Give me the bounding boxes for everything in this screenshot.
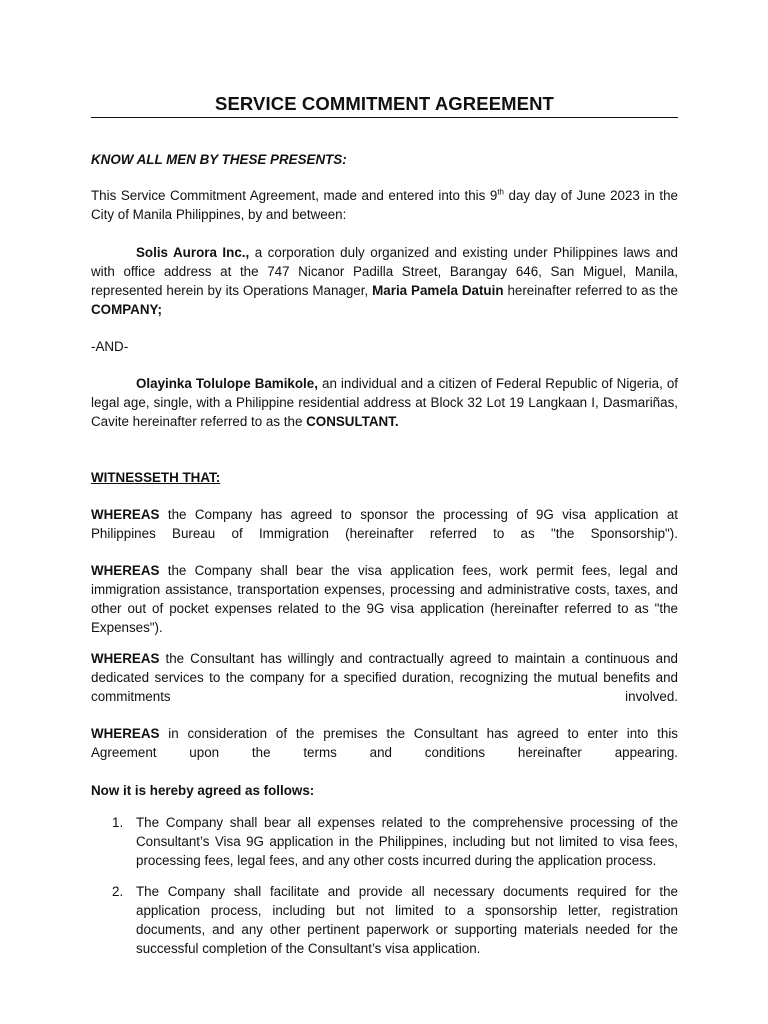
whereas-text: the Company has agreed to sponsor the processing of 9G visa application at Philippines Bureau of Immigration (hereinafter referred to as "the Sponsorship").: [91, 507, 678, 541]
consultant-paragraph: [91, 374, 678, 431]
whereas-clause: [91, 649, 678, 706]
list-item-number: 2.: [112, 884, 124, 899]
company-name: Solis Aurora Inc.,: [136, 245, 250, 260]
and-separator: -AND-: [91, 339, 129, 354]
company-label: COMPANY;: [91, 302, 162, 317]
whereas-text: the Consultant has willingly and contractually agreed to maintain a continuous and dedicated services to the company for a specified duration, recognizing the mutual benefits and commitments involved.: [91, 651, 678, 704]
list-item-text: The Company shall facilitate and provide all necessary documents required for the application process, including but not limited to a sponsorship letter, registration documents, and any other pertinent paperwork or supporting materials needed for the successful completion of the Consultant’s visa application.: [136, 884, 678, 956]
consultant-label: CONSULTANT.: [306, 414, 399, 429]
list-item-number: 1.: [112, 815, 124, 830]
know-all-heading: KNOW ALL MEN BY THESE PRESENTS:: [91, 152, 347, 167]
whereas-clause: [91, 505, 678, 543]
company-paragraph: [91, 243, 678, 319]
title-underline: [91, 117, 678, 118]
whereas-text: in consideration of the premises the Consultant has agreed to enter into this Agreement upon the terms and conditions hereinafter appearing.: [91, 726, 678, 760]
whereas-keyword: WHEREAS: [91, 726, 160, 741]
document-title: SERVICE COMMITMENT AGREEMENT: [215, 93, 554, 114]
list-item-text: The Company shall bear all expenses related to the comprehensive processing of the Consultant’s Visa 9G application in the Philippines, including but not limited to visa fees, processing fees, legal fees, and any other costs incurred during the application process.: [136, 815, 678, 868]
whereas-keyword: WHEREAS: [91, 651, 160, 666]
company-description: a corporation duly organized and existing under Philippines laws and with office address at the 747 Nicanor Padilla Street, Barangay 646, San Miguel, Manila, represented herein by its Operations Manager,: [91, 245, 679, 298]
agreed-heading: Now it is hereby agreed as follows:: [91, 783, 315, 798]
intro-superscript: th: [497, 187, 504, 197]
whereas-clause: [91, 724, 678, 762]
company-reference: hereinafter referred to as the: [503, 283, 678, 298]
consultant-description: an individual and a citizen of Federal Republic of Nigeria, of legal age, single, with a Philippine residential address at Block 32 Lot 19 Langkaan I, Dasmariñas, Cavite hereinafter referred to as the: [91, 376, 678, 429]
intro-text-end: day day of June 2023 in the City of Manila Philippines, by and between:: [91, 188, 678, 222]
whereas-text: the Company shall bear the visa application fees, work permit fees, legal and immigration assistance, transportation expenses, processing and administrative costs, taxes, and other out of pocket expenses related to the 9G visa application (hereinafter referred to as "the Expenses").: [91, 563, 678, 635]
whereas-keyword: WHEREAS: [91, 507, 160, 522]
witnesseth-heading: WITNESSETH THAT:: [91, 470, 221, 485]
intro-text-start: This Service Commitment Agreement, made and entered into this 9: [91, 188, 498, 203]
consultant-name: Olayinka Tolulope Bamikole,: [136, 376, 318, 391]
whereas-clause: [91, 561, 678, 637]
intro-paragraph: [91, 186, 678, 224]
company-representative: Maria Pamela Datuin: [372, 283, 504, 298]
whereas-keyword: WHEREAS: [91, 563, 160, 578]
